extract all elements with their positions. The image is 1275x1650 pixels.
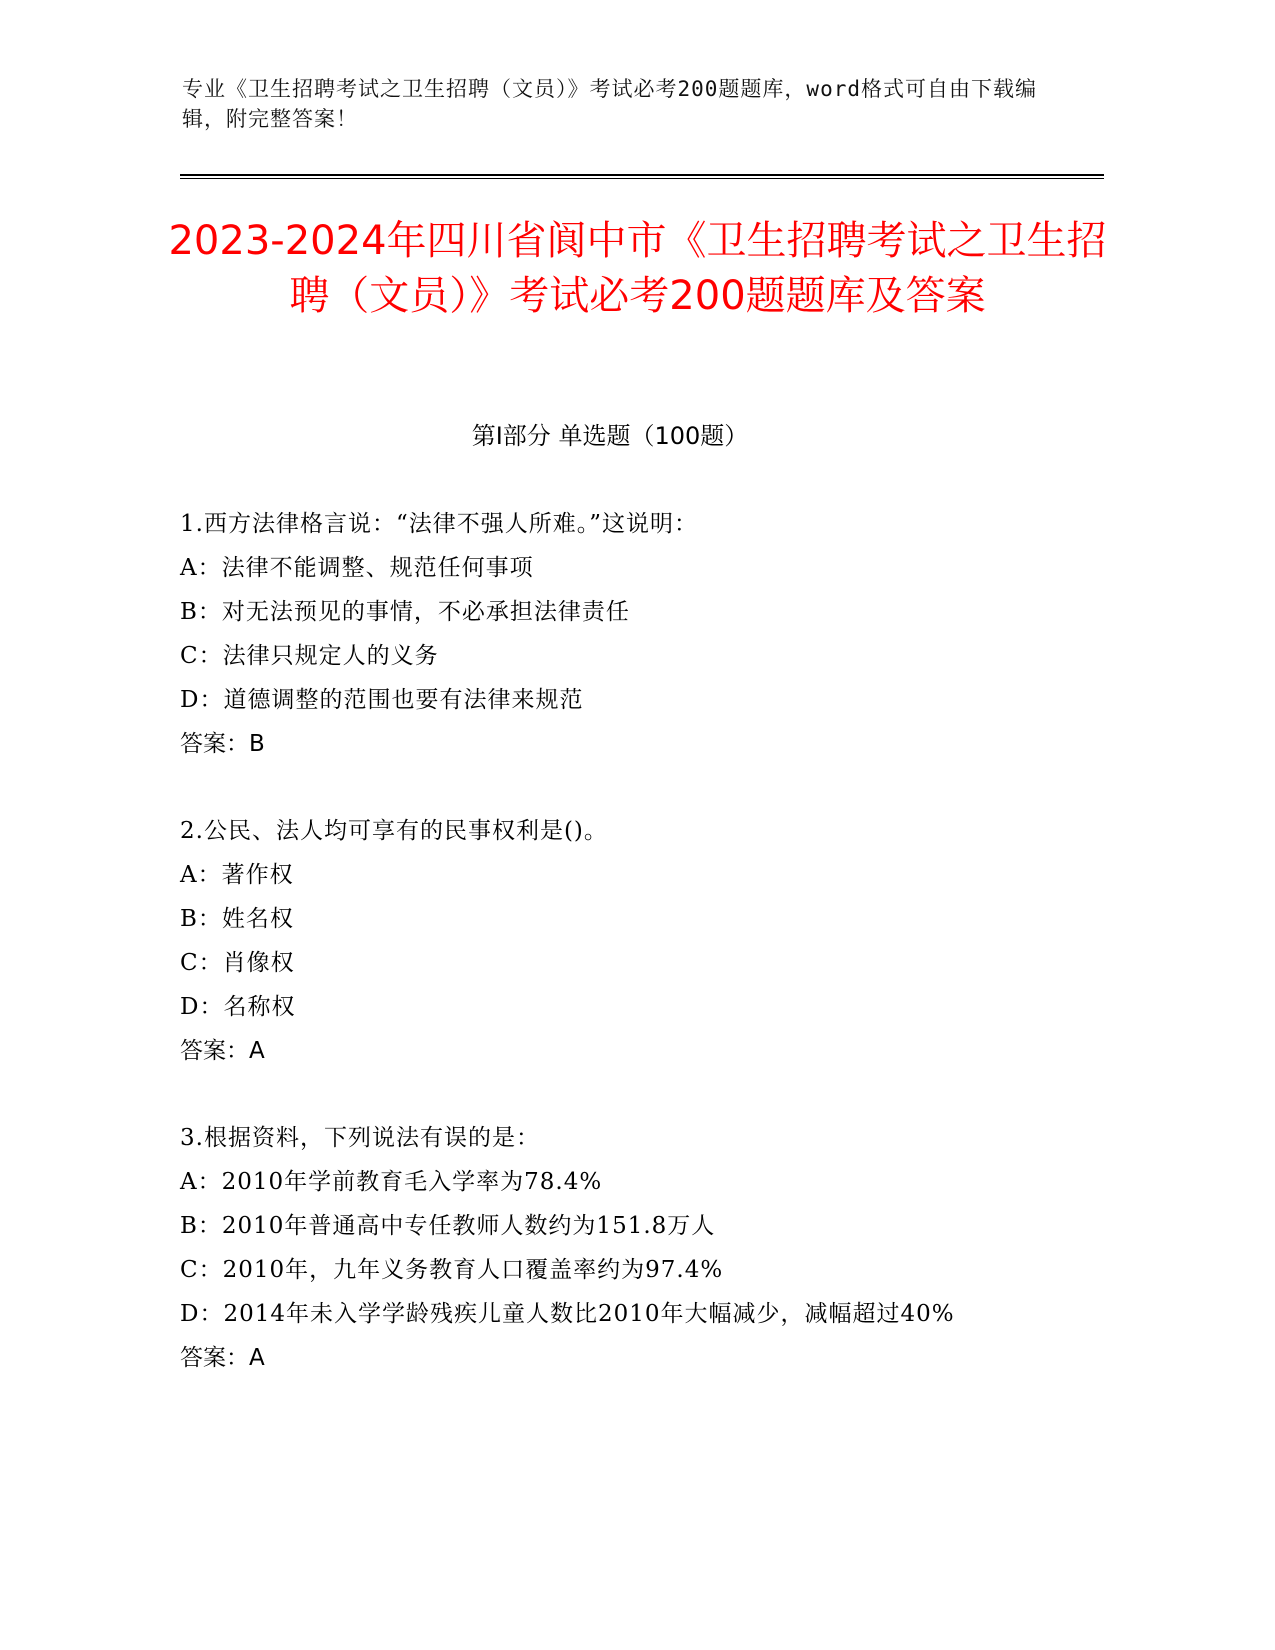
option-c: C：肖像权 (180, 950, 295, 976)
option-a: A：法律不能调整、规范任何事项 (180, 555, 534, 581)
question-list (180, 502, 1040, 1423)
question-stem: 2.公民、法人均可享有的民事权利是()。 (180, 818, 608, 844)
option-d: D：道德调整的范围也要有法律来规范 (180, 687, 584, 713)
document-title: 2023-2024年四川省阆中市《卫生招聘考试之卫生招聘（文员）》考试必考200题题库及答案 (168, 218, 1107, 319)
header-rule-thick (180, 174, 1104, 176)
header-note: 专业《卫生招聘考试之卫生招聘（文员）》考试必考200题题库，word格式可自由下载编辑，附完整答案！ (182, 77, 1037, 131)
option-c: C：法律只规定人的义务 (180, 643, 439, 669)
option-c: C：2010年，九年义务教育人口覆盖率约为97.4% (180, 1257, 724, 1283)
header-rule-thin (180, 178, 1104, 179)
option-d: D：2014年未入学学龄残疾儿童人数比2010年大幅减少，减幅超过40% (180, 1301, 955, 1327)
option-b: B：姓名权 (180, 906, 294, 932)
option-b: B：2010年普通高中专任教师人数约为151.8万人 (180, 1213, 716, 1239)
option-b: B：对无法预见的事情，不必承担法律责任 (180, 599, 630, 625)
option-d: D：名称权 (180, 994, 296, 1020)
question-stem: 3.根据资料，下列说法有误的是： (180, 1125, 540, 1151)
answer: 答案：A (180, 1345, 265, 1371)
question-stem: 1.西方法律格言说：“法律不强人所难。”这说明： (180, 511, 698, 537)
section-heading: 第I部分 单选题（100题） (471, 422, 749, 450)
answer: 答案：A (180, 1038, 265, 1064)
question-3 (180, 1116, 1040, 1380)
question-2 (180, 809, 1040, 1073)
option-a: A：著作权 (180, 862, 294, 888)
answer: 答案：B (180, 731, 265, 757)
option-a: A：2010年学前教育毛入学率为78.4% (180, 1169, 603, 1195)
question-1 (180, 502, 1040, 766)
